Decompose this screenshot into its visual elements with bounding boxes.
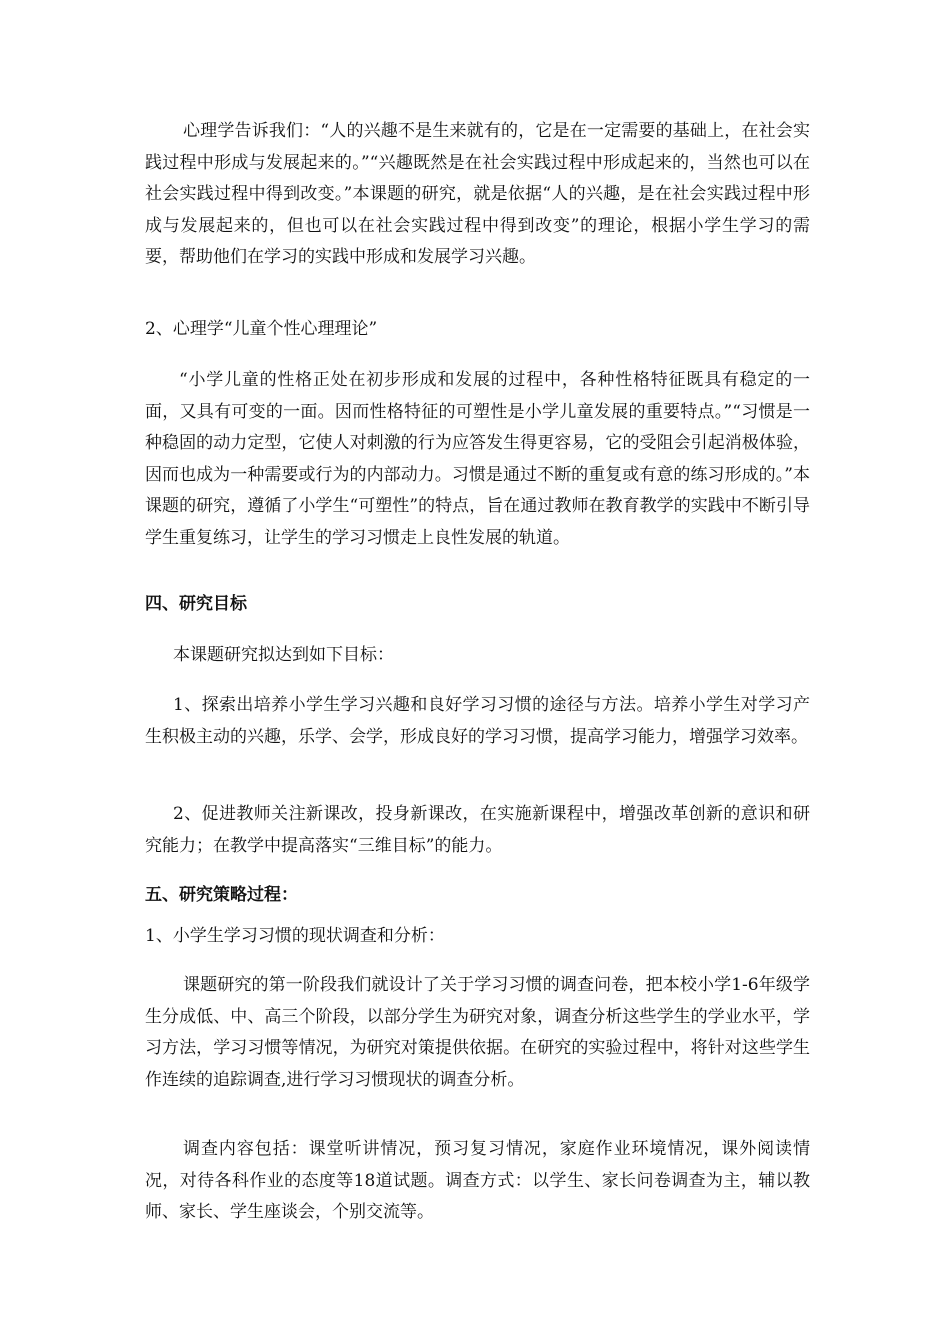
paragraph-survey-content: 调查内容包括：课堂听讲情况，预习复习情况，家庭作业环境情况，课外阅读情况，对待各科作业的态度等18道试题。调查方式：以学生、家长问卷调查为主，辅以教师、家长、学生座谈会，个别交流等。 [145, 1139, 810, 1222]
paragraph-survey-design: 课题研究的第一阶段我们就设计了关于学习习惯的调查问卷，把本校小学1-6年级学生分成低、中、高三个阶段，以部分学生为研究对象，调查分析这些学生的学业水平，学习方法，学习习惯等情况，为研究对策提供依据。在研究的实验过程中，将针对这些学生作连续的追踪调查,进行学习习惯现状的调查分析。 [145, 975, 810, 1090]
paragraph-goal-1: 1、探索出培养小学生学习兴趣和良好学习习惯的途径与方法。培养小学生对学习产生积极主动的兴趣，乐学、会学，形成良好的学习习惯，提高学习能力，增强学习效率。 [145, 695, 810, 747]
paragraph-child-psychology-title: 2、心理学“儿童个性心理理论” [145, 319, 378, 339]
paragraph-goals-intro: 本课题研究拟达到如下目标： [173, 645, 394, 665]
paragraph-interest-theory: 心理学告诉我们：“人的兴趣不是生来就有的，它是在一定需要的基础上，在社会实践过程中形成与发展起来的。”“兴趣既然是在社会实践过程中形成起来的，当然也可以在社会实践过程中得到改变。”本课题的研究，就是依据“人的兴趣，是在社会实践过程中形成与发展起来的，但也可以在社会实践过程中得到改变”的理论，根据小学生学习的需要，帮助他们在学习的实践中形成和发展学习兴趣。 [145, 121, 810, 267]
paragraph-goal-2: 2、促进教师关注新课改，投身新课改，在实施新课程中，增强改革创新的意识和研究能力；在教学中提高落实“三维目标”的能力。 [145, 804, 810, 856]
section-heading-research-goals: 四、研究目标 [145, 594, 247, 614]
paragraph-child-personality: “小学儿童的性格正处在初步形成和发展的过程中，各种性格特征既具有稳定的一面，又具有可变的一面。因而性格特征的可塑性是小学儿童发展的重要特点。”“习惯是一种稳固的动力定型，它使人对刺激的行为应答发生得更容易，它的受阻会引起消极体验，因而也成为一种需要或行为的内部动力。习惯是通过不断的重复或有意的练习形成的。”本课题的研究，遵循了小学生“可塑性”的特点，旨在通过教师在教育教学的实践中不断引导学生重复练习，让学生的学习习惯走上良性发展的轨道。 [145, 370, 810, 548]
paragraph-survey-title: 1、小学生学习习惯的现状调查和分析： [145, 926, 445, 946]
section-heading-strategy: 五、研究策略过程： [145, 885, 298, 905]
